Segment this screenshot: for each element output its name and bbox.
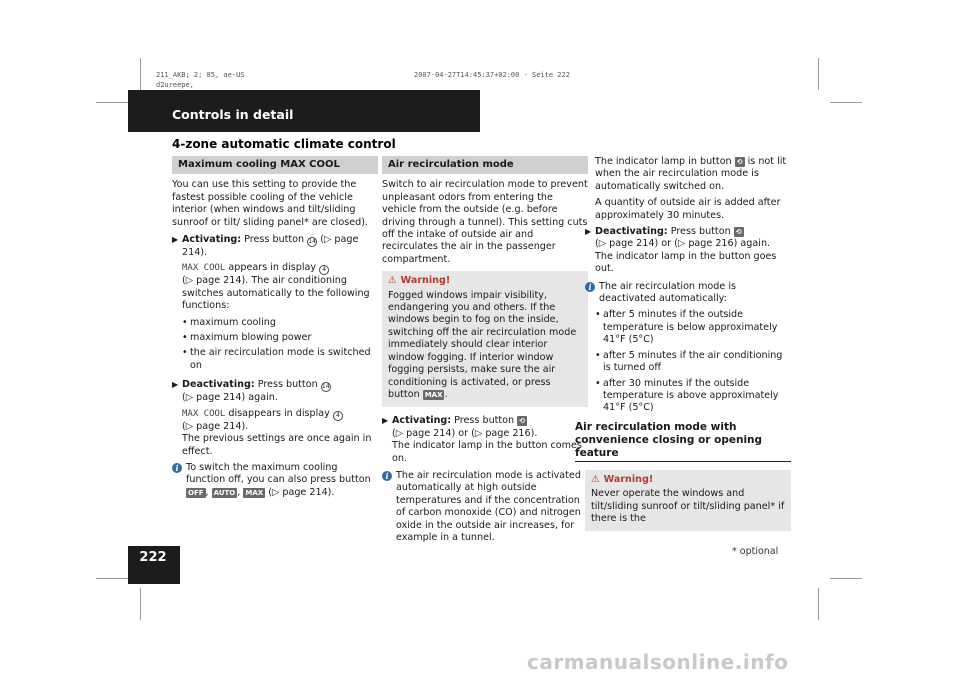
- warning-triangle-icon: ⚠: [591, 473, 600, 485]
- crop-mark: [140, 588, 141, 620]
- air-recirc-header: Air recirculation mode: [382, 156, 588, 174]
- column-continued: [575, 156, 791, 539]
- air-recirc-intro: Switch to air recirculation mode to prevent unpleasant odors from entering the vehicle from the outside (e.g. before driving through a tunnel). This setting cuts off the intake of outside air and recirculates the air in the passenger compartment.: [382, 179, 588, 265]
- display-ref-icon: 4: [333, 411, 343, 421]
- list-item: • maximum cooling: [182, 316, 276, 328]
- crop-mark: [818, 58, 819, 90]
- max-defrost-key-icon: MAX: [245, 488, 264, 497]
- auto-key-icon: AUTO: [213, 488, 236, 497]
- section-heading: Air recirculation mode with convenience closing or opening feature: [575, 421, 791, 462]
- quantity-note: A quantity of outside air is added after approximately 30 minutes.: [595, 197, 781, 221]
- recirculation-key-icon: ⟲: [735, 228, 742, 237]
- button-ref-icon: 14: [321, 383, 330, 391]
- max-defrost-key-icon: MAX: [424, 390, 443, 399]
- page-number: 222: [139, 550, 167, 565]
- recirculation-key-icon: ⟲: [736, 158, 743, 166]
- arrow-right-icon: ▶: [585, 227, 592, 237]
- info-note: i The air recirculation mode is activated automatically at high outside temperatures and if the concentration of carbon monoxide (CO) and nitrogen oxide in the outside air increases, for example in a tunnel.: [382, 470, 588, 544]
- off-key-icon: OFF: [188, 488, 204, 497]
- crop-mark: [830, 102, 862, 103]
- list-item: • after 5 minutes if the outside temperature is below approximately 41°F (5°C): [595, 309, 778, 346]
- list-item: • after 5 minutes if the air conditioning is turned off: [595, 349, 783, 374]
- page-subtitle: 4-zone automatic climate control: [172, 137, 396, 151]
- list-item: • after 30 minutes if the outside temperature is above approximately 41°F (5°C): [595, 377, 779, 414]
- info-icon: i: [382, 471, 392, 481]
- arrow-right-icon: ▶: [172, 235, 179, 245]
- max-cool-intro: You can use this setting to provide the fastest possible cooling of the vehicle interior (when windows and tilt/sliding sunroof or tilt/ sliding panel* are closed).: [172, 179, 368, 228]
- display-note: MAX COOL disappears in display 4 (▷ page 214). The previous settings are once again in effect.: [182, 407, 372, 457]
- warning-box: ⚠ Warning! Fogged windows impair visibility, endangering you and others. If the windows begin to fog on the inside, switching off the air recirculation mode immediately should clear interior window fogging. If interior window fogging persists, make sure the air conditioning is activated, or press button MAX .: [382, 271, 588, 407]
- activating-step: ▶ Activating: Press button 14 (▷ page 214).: [172, 234, 359, 259]
- info-note: i To switch the maximum cooling function off, you can also press button OFF , AUTO , MAX (▷ page 214).: [172, 462, 378, 499]
- crop-mark: [818, 588, 819, 620]
- crop-mark: [140, 58, 141, 90]
- arrow-right-icon: ▶: [172, 380, 179, 390]
- lamp-note: The indicator lamp in button ⟲ is not lit when the air recirculation mode is automatically switched on.: [595, 156, 787, 192]
- display-note: MAX COOL appears in display 4 (▷ page 214). The air conditioning switches automatically to the following functions:: [182, 262, 370, 312]
- warning-box: ⚠ Warning! Never operate the windows and tilt/sliding sunroof or tilt/sliding panel* if there is the: [585, 470, 791, 532]
- activating-step: ▶ Activating: Press button ⟲ (▷ page 214) or (▷ page 216). The indicator lamp in the button comes on.: [382, 415, 582, 464]
- info-icon: i: [172, 463, 182, 473]
- column-max-cool: [172, 156, 378, 503]
- warning-text: Fogged windows impair visibility, endangering you and others. If the windows begin to fog on the inside, switching off the air recirculation mode immediately should clear interior window fogging. If interior window fogging persists, make sure the air conditioning is activated, or press button MAX .: [388, 289, 577, 400]
- recirculation-key-icon: ⟲: [519, 417, 526, 426]
- display-ref-icon: 4: [319, 265, 329, 275]
- crop-mark: [96, 578, 128, 579]
- info-note: i The air recirculation mode is deactivated automatically:: [585, 281, 791, 306]
- footnote: * optional: [732, 546, 779, 557]
- deactivating-step: ▶ Deactivating: Press button ⟲ (▷ page 214) or (▷ page 216) again. The indicator lamp in the button goes out.: [585, 226, 777, 275]
- list-item: • maximum blowing power: [182, 332, 312, 344]
- watermark: carmanualsonline.info: [527, 650, 789, 674]
- button-ref-icon: 14: [308, 238, 316, 246]
- crop-mark: [830, 578, 862, 579]
- print-timestamp: 2007-04-27T14:45:37+02:00 - Seite 222: [414, 71, 570, 79]
- print-meta: 211_AKB; 2; 85, ae-US d2ureepe,: [156, 71, 245, 89]
- info-icon: i: [585, 282, 595, 292]
- section-title: Controls in detail: [172, 107, 294, 122]
- deactivating-step: ▶ Deactivating: Press button 14 (▷ page 214) again.: [172, 379, 330, 404]
- column-air-recirculation: [382, 156, 588, 548]
- warning-triangle-icon: ⚠: [388, 275, 397, 287]
- warning-text: Never operate the windows and tilt/sliding sunroof or tilt/sliding panel* if there is the: [591, 488, 785, 524]
- list-item: • the air recirculation mode is switched on: [182, 347, 371, 371]
- crop-mark: [96, 102, 128, 103]
- max-cool-header: Maximum cooling MAX COOL: [172, 156, 378, 174]
- arrow-right-icon: ▶: [382, 416, 389, 426]
